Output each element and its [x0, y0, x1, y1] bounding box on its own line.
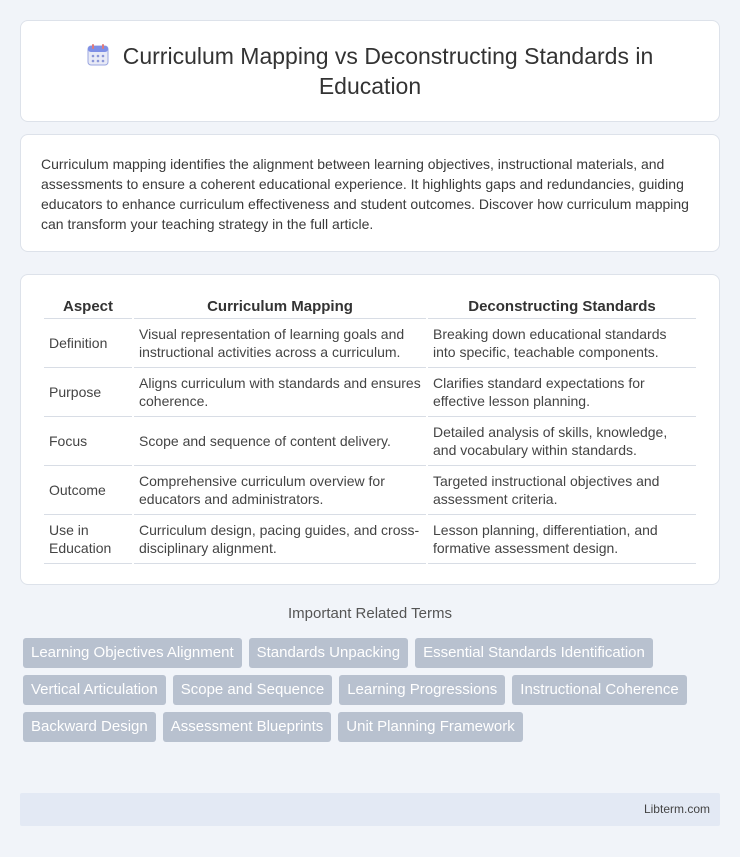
- row-curriculum-mapping: Curriculum design, pacing guides, and cross-disciplinary alignment.: [134, 515, 426, 564]
- related-term-tag[interactable]: Backward Design: [23, 712, 156, 742]
- title-text: Curriculum Mapping vs Deconstructing Standards in Education: [122, 43, 654, 99]
- related-term-tag[interactable]: Standards Unpacking: [249, 638, 408, 668]
- table-row: [44, 368, 696, 417]
- related-term-tag[interactable]: Learning Objectives Alignment: [23, 638, 242, 668]
- row-curriculum-mapping: Scope and sequence of content delivery.: [134, 417, 426, 466]
- row-curriculum-mapping: Comprehensive curriculum overview for educators and administrators.: [134, 466, 426, 515]
- row-aspect: Use in Education: [44, 515, 132, 564]
- table-header-row: [44, 295, 696, 319]
- row-aspect: Focus: [44, 417, 132, 466]
- related-terms-list: [23, 638, 713, 742]
- page-title: [61, 41, 679, 101]
- footer: [20, 793, 720, 826]
- footer-site-link[interactable]: Libterm.com: [643, 802, 710, 816]
- related-term-tag[interactable]: Scope and Sequence: [173, 675, 332, 705]
- row-curriculum-mapping: Aligns curriculum with standards and ensures coherence.: [134, 368, 426, 417]
- related-term-tag[interactable]: Essential Standards Identification: [415, 638, 653, 668]
- comparison-table-card: [20, 274, 720, 585]
- related-terms-heading: Important Related Terms: [288, 605, 452, 622]
- calendar-icon: [87, 43, 109, 67]
- related-term-tag[interactable]: Learning Progressions: [339, 675, 505, 705]
- related-term-tag[interactable]: Vertical Articulation: [23, 675, 166, 705]
- row-deconstructing-standards: Lesson planning, differentiation, and formative assessment design.: [428, 515, 696, 564]
- row-curriculum-mapping: Visual representation of learning goals and instructional activities across a curriculum.: [134, 319, 426, 368]
- title-card: [20, 20, 720, 122]
- row-deconstructing-standards: Breaking down educational standards into specific, teachable components.: [428, 319, 696, 368]
- row-deconstructing-standards: Targeted instructional objectives and assessment criteria.: [428, 466, 696, 515]
- column-header-deconstructing-standards: Deconstructing Standards: [428, 295, 696, 319]
- related-term-tag[interactable]: Instructional Coherence: [512, 675, 686, 705]
- column-header-curriculum-mapping: Curriculum Mapping: [134, 295, 426, 319]
- table-row: [44, 515, 696, 564]
- row-aspect: Definition: [44, 319, 132, 368]
- row-deconstructing-standards: Clarifies standard expectations for effective lesson planning.: [428, 368, 696, 417]
- row-aspect: Outcome: [44, 466, 132, 515]
- table-row: [44, 319, 696, 368]
- related-term-tag[interactable]: Assessment Blueprints: [163, 712, 332, 742]
- table-row: [44, 466, 696, 515]
- intro-paragraph: Curriculum mapping identifies the alignment between learning objectives, instructional materials, and assessments to ensure a coherent educational experience. It highlights gaps and redundancies, guiding educators to enhance curriculum effectiveness and student outcomes. Discover how curriculum mapping can transform your teaching strategy in the full article.: [41, 156, 689, 232]
- row-aspect: Purpose: [44, 368, 132, 417]
- row-deconstructing-standards: Detailed analysis of skills, knowledge, and vocabulary within standards.: [428, 417, 696, 466]
- related-term-tag[interactable]: Unit Planning Framework: [338, 712, 522, 742]
- table-row: [44, 417, 696, 466]
- intro-card: [20, 134, 720, 252]
- comparison-table: [42, 295, 698, 564]
- column-header-aspect: Aspect: [44, 295, 132, 319]
